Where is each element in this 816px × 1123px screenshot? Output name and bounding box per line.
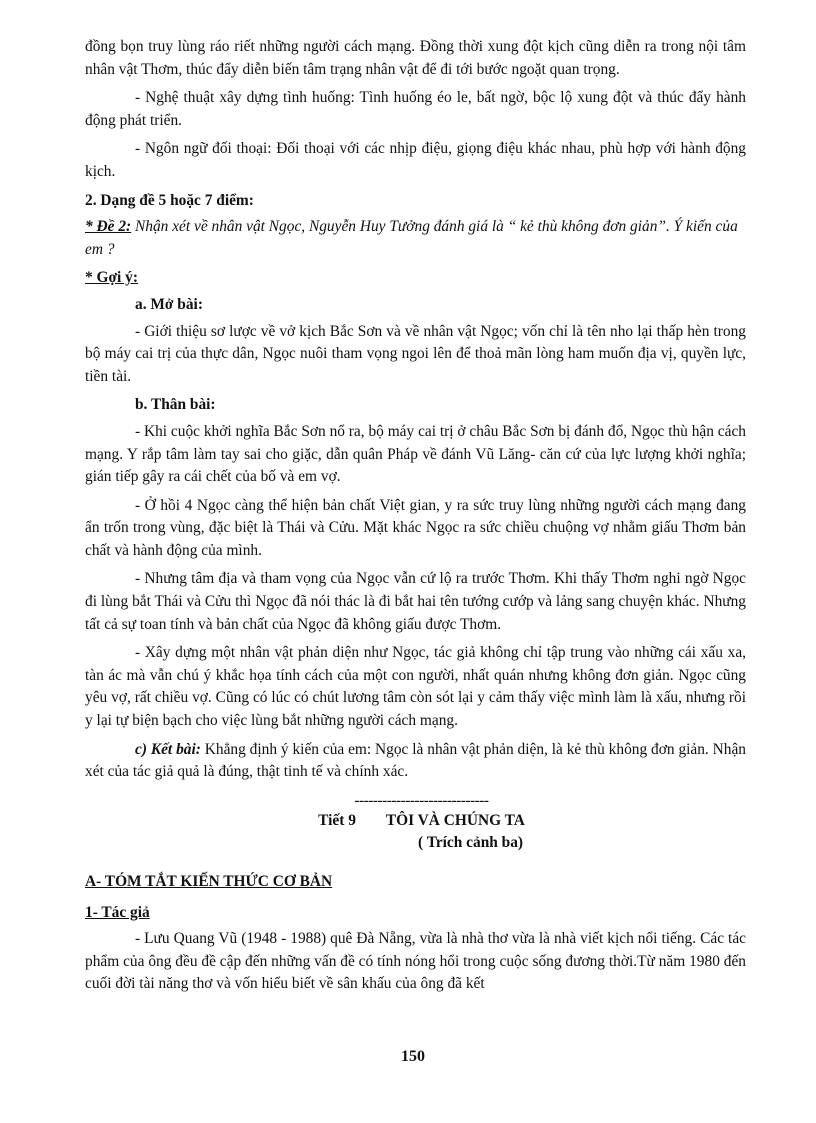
section-2-heading: 2. Dạng đề 5 hoặc 7 điểm: [85,191,254,209]
conclusion-text: Khẳng định ý kiến của em: Ngọc là nhân vật phản diện, là kẻ thù không đơn giản. Nhận xét của tác giả quả là đúng, thật tinh tế và chính xác. [85,740,746,781]
author-heading [85,902,746,925]
author-title: 1- Tác giả [85,903,150,921]
page-number: 150 [401,1048,425,1065]
lesson-name: TÔI VÀ CHÚNG TA [385,811,525,829]
hint-heading: * Gợi ý: [85,269,138,287]
body-paragraph-3: - Nhưng tâm địa và tham vọng của Ngọc vẫn cứ lộ ra trước Thơm. Khi thấy Thơm nghi ngờ Ngọc đi lùng bắt Thái và Cửu thì Ngọc đã nói thác là đi bắt hai tên tướng cướp và lảng sang chuyện khác. Nhưng tất cả sự toan tính và bản chất của Ngọc đã không giấu được Thơm. [85,570,746,633]
document-page [85,36,746,996]
paragraph-dialogue-language: - Ngôn ngữ đối thoại: Đối thoại với các nhịp điệu, giọng điệu khác nhau, phù hợp với hành động kịch. [85,140,746,180]
conclusion-heading: c) Kết bài: [135,740,201,758]
prompt-text: Nhận xét về nhân vật Ngọc, Nguyễn Huy Tưởng đánh giá là “ kẻ thù không đơn giản”. Ý kiến của em ? [85,218,738,258]
body-paragraph-4: - Xây dựng một nhân vật phản diện như Ngọc, tác giả không chỉ tập trung vào những cái xấu xa, tàn ác mà vẫn chú ý khắc họa tính cách của một con người, nhất quán nhưng không đơn giản. Ngọc cũng yêu vợ, rất chiều vợ. Cũng có lúc có chút lương tâm còn sót lại y cảm thấy việc mình làm là xấu, nhưng rồi y lại tự biện bạch cho việc lùng bắt những người cách mạng. [85,644,746,730]
body-paragraph-2: - Ở hồi 4 Ngọc càng thể hiện bản chất Việt gian, y ra sức truy lùng những người cách mạng đang ẩn trốn trong vùng, đặc biệt là Thái và Cửu. Mặt khác Ngọc ra sức chiều chuộng vợ nhằm giấu Thơm bản chất và hành động của mình. [85,496,746,559]
author-paragraph: - Lưu Quang Vũ (1948 - 1988) quê Đà Nẵng, vừa là nhà thơ vừa là nhà viết kịch nổi tiếng. Các tác phẩm của ông đều đề cập đến những vấn đề có tính nóng hổi trong cuộc sống đương thời.Từ năm 1980 đến cuối đời tài năng thơ và vốn hiểu biết về sân khấu của ông đã kết [85,930,746,993]
lesson-number: Tiết 9 [318,811,356,829]
body-paragraph-1: - Khi cuộc khởi nghĩa Bắc Sơn nổ ra, bộ máy cai trị ở châu Bắc Sơn bị đánh đổ, Ngọc thù hận cách mạng. Y rắp tâm làm tay sai cho giặc, dẫn quân Pháp về đánh Vũ Lăng- căn cứ của lực lượng khởi nghĩa; gián tiếp gây ra cái chết của bố và em vợ. [85,422,746,486]
section-a-heading [85,871,746,894]
conclusion-paragraph [85,739,746,784]
paragraph-continuation: đồng bọn truy lùng ráo riết những người cách mạng. Đồng thời xung đột kịch cũng diễn ra trong nội tâm nhân vật Thơm, thúc đẩy diễn biến tâm trạng nhân vật để đi tới bước ngoặt quan trọng. [85,38,746,78]
lesson-title [85,810,746,833]
section-separator: ----------------------------- [354,791,489,809]
intro-heading: a. Mở bài: [135,295,203,313]
intro-paragraph: - Giới thiệu sơ lược về vở kịch Bắc Sơn và về nhân vật Ngọc; vốn chỉ là tên nho lại thấp hèn trong bộ máy cai trị của thực dân, Ngọc nuôi tham vọng ngoi lên để thoả mãn lòng ham muốn địa vị, quyền lực, tiền tài. [85,322,746,385]
essay-prompt [85,216,746,261]
prompt-label: * Đề 2: [85,218,132,236]
body-heading: b. Thân bài: [135,396,216,414]
paragraph-situation-art: - Nghệ thuật xây dựng tình huống: Tình huống éo le, bất ngờ, bộc lộ xung đột và thúc đẩy hành động phát triển. [85,89,746,129]
section-a-title: A- TÓM TẮT KIẾN THỨC CƠ BẢN [85,873,333,890]
lesson-subtitle: ( Trích cảnh ba) [418,834,524,852]
